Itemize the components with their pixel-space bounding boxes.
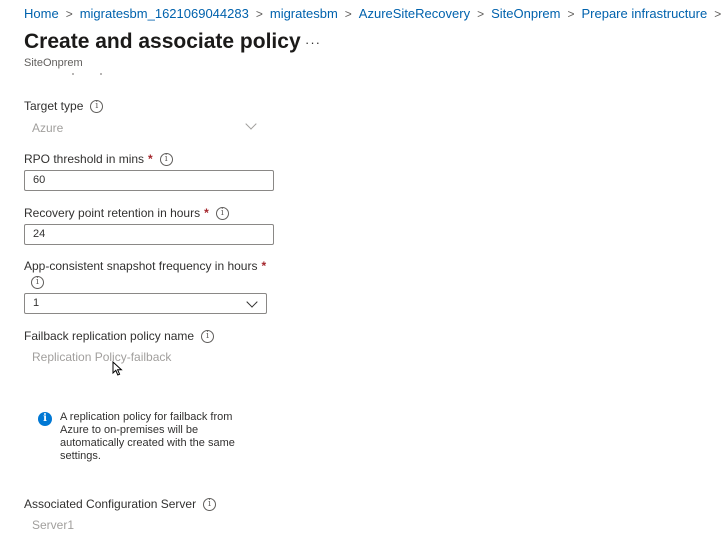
info-icon[interactable]: i [31, 276, 44, 289]
rpo-threshold-label-text: RPO threshold in mins [24, 152, 145, 166]
info-icon[interactable]: i [201, 330, 214, 343]
associated-config-server-label [24, 497, 216, 512]
scrolled-content-remnant [60, 71, 120, 77]
info-filled-icon: i [38, 412, 52, 426]
associated-config-server-label-text: Associated Configuration Server [24, 497, 197, 511]
breadcrumb-separator: > [344, 7, 352, 21]
info-icon[interactable]: i [203, 498, 216, 511]
info-icon[interactable]: i [90, 100, 103, 113]
chevron-down-icon [245, 118, 256, 129]
more-options-button[interactable]: ··· [305, 35, 321, 50]
recovery-point-retention-label [24, 206, 229, 221]
required-indicator: * [148, 152, 153, 166]
target-type-label-text: Target type [24, 99, 84, 113]
info-message-text: A replication policy for failback from Azure to on-premises will be automatically created with the same settings. [60, 411, 235, 462]
failback-policy-name-label [24, 329, 214, 344]
breadcrumb-prepare-infrastructure[interactable]: Prepare infrastructure [581, 6, 708, 21]
breadcrumb-home[interactable]: Home [24, 6, 59, 21]
breadcrumb-separator: > [255, 7, 263, 21]
breadcrumb-site-recovery[interactable]: AzureSiteRecovery [358, 6, 471, 21]
failback-policy-name-value: Replication Policy-failback [32, 350, 172, 364]
associated-config-server-value: Server1 [32, 518, 75, 532]
rpo-threshold-input[interactable]: 60 [24, 170, 274, 191]
recovery-point-retention-label-text: Recovery point retention in hours [24, 206, 201, 220]
breadcrumb-separator: > [567, 7, 575, 21]
breadcrumb [24, 6, 728, 22]
chevron-down-icon [246, 296, 257, 307]
app-consistent-frequency-value: 1 [33, 297, 40, 309]
recovery-point-retention-input[interactable]: 24 [24, 224, 274, 245]
app-consistent-frequency-dropdown[interactable] [24, 293, 267, 314]
breadcrumb-migrate-project[interactable]: migratesbm [269, 6, 338, 21]
required-indicator: * [204, 206, 209, 220]
rpo-threshold-label [24, 152, 173, 167]
required-indicator: * [261, 259, 267, 273]
breadcrumb-separator: > [714, 7, 722, 21]
info-icon[interactable]: i [216, 207, 229, 220]
breadcrumb-separator: > [477, 7, 485, 21]
failback-policy-name-label-text: Failback replication policy name [24, 329, 195, 343]
target-type-value: Azure [32, 121, 64, 135]
app-consistent-frequency-label-text: App-consistent snapshot frequency in hours [24, 259, 258, 273]
page-title: Create and associate policy [24, 30, 301, 53]
app-consistent-frequency-label [24, 259, 266, 274]
info-icon[interactable]: i [160, 153, 173, 166]
breadcrumb-site[interactable]: SiteOnprem [491, 6, 561, 21]
breadcrumb-resource-group[interactable]: migratesbm_1621069044283 [79, 6, 249, 21]
mouse-cursor-icon [112, 361, 124, 377]
target-type-label [24, 99, 103, 114]
failback-info-message [38, 411, 248, 463]
breadcrumb-separator: > [65, 7, 73, 21]
page-subtitle: SiteOnprem [24, 57, 83, 69]
